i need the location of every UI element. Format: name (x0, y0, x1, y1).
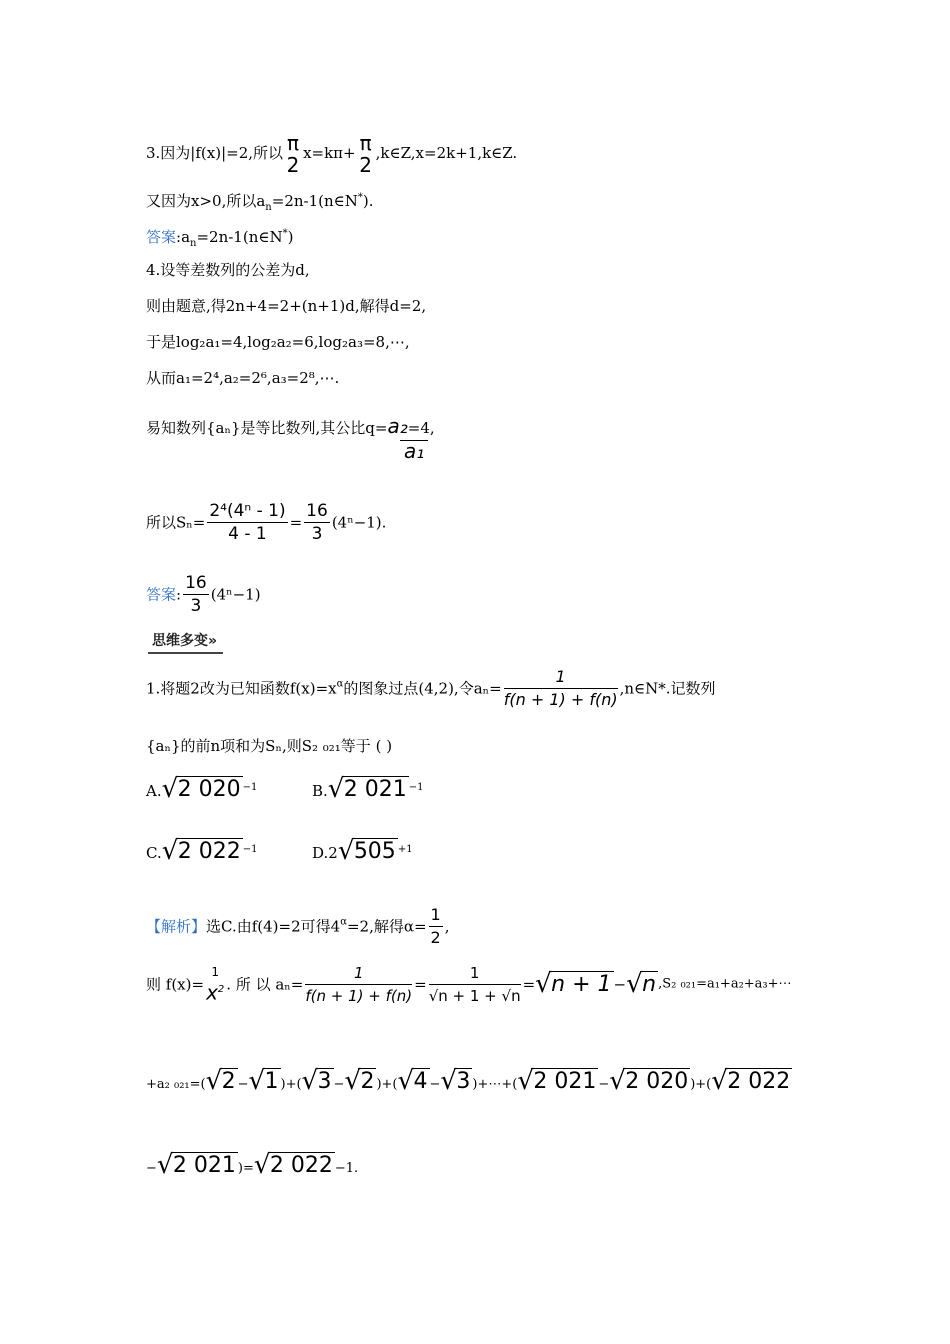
exponent-numerator: 1 (211, 965, 219, 980)
radicand: n + 1 (551, 971, 612, 997)
radicand: 3 (456, 1069, 471, 1094)
question-line-1 (146, 666, 716, 711)
radicand: 2 (221, 1069, 236, 1094)
subscript: n (190, 238, 197, 249)
text: 1.将题2改为已知函数f(x)=x (146, 679, 337, 698)
fraction-16-3 (304, 500, 330, 545)
radicand: 2 020 (177, 777, 241, 802)
text: − (146, 1161, 157, 1176)
power (206, 979, 224, 1004)
fraction-rationalize (429, 962, 521, 1007)
numerator: 16 (185, 573, 207, 593)
tail: −1 (242, 844, 258, 855)
superscript: α (336, 678, 344, 690)
answer-1 (146, 224, 293, 254)
text: =2n-1(n∈N (196, 228, 283, 246)
text: )+( (690, 1077, 712, 1092)
fraction-pi-over-2 (285, 132, 301, 176)
superscript: * (357, 192, 363, 203)
radical-icon: √ (440, 1066, 457, 1096)
line-ratio (146, 416, 435, 438)
radicand: 2 021 (533, 1069, 597, 1094)
text: (4ⁿ−1). (331, 513, 387, 532)
solution-label: 【解析】 (146, 917, 207, 936)
denominator: 3 (311, 524, 323, 544)
base: x (206, 980, 218, 1005)
radicand: 1 (264, 1069, 279, 1094)
text: − (429, 1077, 441, 1092)
numerator: 1 (429, 962, 521, 985)
solution-line-3 (146, 1066, 792, 1096)
radical-icon: √ (626, 968, 643, 999)
numerator: a₂ (387, 414, 408, 438)
ratio-denominator: a₁ (400, 440, 428, 461)
numerator: 1 (504, 666, 618, 689)
fraction-half (429, 904, 443, 949)
radicand: 3 (317, 1069, 332, 1094)
radicand: 2 022 (177, 839, 241, 864)
radical-icon: √ (161, 774, 179, 804)
text: (4ⁿ−1) (210, 585, 261, 604)
subscript: n (265, 202, 272, 213)
radical-icon: √ (156, 1150, 174, 1180)
tail: −1 (408, 782, 424, 793)
text: )+( (376, 1077, 398, 1092)
text: ,n∈N*.记数列 (619, 679, 716, 698)
answer-label: 答案 (146, 585, 177, 604)
fraction-x-half (206, 965, 224, 1004)
option-label: C. (146, 844, 162, 862)
text: x=kπ+ (303, 144, 356, 162)
text: 3.因为|f(x)|=2,所以 (146, 144, 284, 162)
line-sn (146, 500, 386, 545)
answer-label: 答案 (146, 228, 177, 246)
radical-icon: √ (301, 1066, 319, 1096)
text: = (289, 513, 303, 532)
radical-icon: √ (517, 1066, 534, 1096)
sqrt (337, 836, 398, 866)
numerator: 16 (306, 501, 328, 521)
sqrt (248, 1066, 281, 1096)
sqrt (205, 1066, 238, 1096)
sqrt (626, 968, 658, 999)
text: =2,解得α= (346, 917, 427, 936)
radical-icon: √ (205, 1066, 223, 1096)
text: 则 f(x)= (146, 975, 205, 994)
text: ) (287, 228, 294, 246)
text: )= (237, 1161, 254, 1176)
text: = (414, 975, 427, 994)
text: − (598, 1077, 610, 1092)
sqrt (327, 774, 409, 804)
option-label: A. (146, 782, 162, 800)
denominator: √n + 1 + √n (428, 987, 521, 1005)
fraction-pi-over-2 (358, 132, 374, 176)
radicand: 505 (353, 839, 396, 864)
option-label: B. (312, 782, 328, 800)
radical-icon: √ (344, 1066, 362, 1096)
text: − (237, 1077, 249, 1092)
text: 所以Sₙ= (146, 513, 206, 532)
option-label: D.2 (312, 844, 338, 862)
sqrt (161, 836, 243, 866)
fraction-an (305, 962, 412, 1007)
text: 选C.由f(4)=2可得4 (206, 917, 341, 936)
question-line-2: {aₙ}的前n项和为Sₙ,则S₂ ₀₂₁等于 ( ) (146, 737, 393, 755)
line-3-pi (146, 132, 517, 176)
text: :a (176, 228, 191, 246)
radical-icon: √ (248, 1066, 266, 1096)
radicand: 4 (413, 1069, 428, 1094)
sqrt (397, 1066, 430, 1096)
option-d (312, 836, 413, 866)
numerator: π (359, 131, 372, 155)
sqrt (535, 968, 613, 999)
tail: −1 (242, 782, 258, 793)
numerator: π (287, 131, 300, 155)
denominator: 3 (190, 596, 202, 616)
text: 的图象过点(4,2),令aₙ= (343, 679, 502, 698)
numerator: 1 (429, 904, 443, 927)
fraction-sn (207, 500, 287, 545)
radical-icon: √ (327, 774, 345, 804)
sqrt (301, 1066, 334, 1096)
text: ,S₂ ₀₂₁=a₁+a₂+a₃+⋯ (658, 976, 792, 992)
radical-icon: √ (161, 836, 179, 866)
denominator: 4 - 1 (228, 524, 267, 544)
radical-icon: √ (711, 1066, 728, 1096)
fraction-16-3 (183, 572, 209, 617)
solution-line-2 (146, 962, 792, 1007)
line-5: 则由题意,得2n+4=2+(n+1)d,解得d=2, (146, 297, 427, 315)
sqrt (161, 774, 243, 804)
sqrt (253, 1150, 335, 1180)
option-b (312, 774, 424, 804)
text: =4, (407, 419, 435, 437)
sqrt (440, 1066, 472, 1096)
text: − (333, 1077, 345, 1092)
radical-icon: √ (253, 1150, 271, 1180)
denominator: f(n + 1) + f(n) (305, 987, 413, 1005)
radicand: 2 020 (625, 1069, 689, 1094)
tail: +1 (397, 844, 413, 855)
radical-icon: √ (609, 1066, 626, 1096)
section-badge: 思维多变» (148, 630, 223, 654)
numerator: 2⁴(4ⁿ - 1) (209, 501, 286, 521)
denominator: 2 (286, 153, 300, 177)
superscript: α (340, 916, 347, 928)
sqrt (609, 1066, 690, 1096)
text: +a₂ ₀₂₁=( (146, 1077, 206, 1092)
text: . 所 以 aₙ= (226, 975, 304, 994)
superscript: * (282, 228, 288, 239)
sqrt (344, 1066, 376, 1096)
option-c (146, 836, 258, 866)
answer-2 (146, 572, 261, 617)
numerator: 1 (305, 962, 412, 985)
radicand: 2 022 (727, 1069, 791, 1094)
radicand: 2 (360, 1069, 375, 1094)
sqrt (517, 1066, 598, 1096)
radicand: n (642, 971, 657, 997)
denominator: f(n + 1) + f(n) (503, 690, 618, 709)
text: )+( (280, 1077, 302, 1092)
solution-line-1 (146, 904, 450, 949)
fraction-an (504, 666, 618, 711)
text: 又因为x>0,所以a (146, 192, 266, 210)
text: ,k∈Z,x=2k+1,k∈Z. (375, 144, 518, 162)
text: −1. (334, 1161, 359, 1176)
line-4: 4.设等差数列的公差为d, (146, 261, 310, 279)
line-7: 从而a₁=2⁴,a₂=2⁶,a₃=2⁸,⋯. (146, 369, 340, 387)
radicand: 2 021 (172, 1153, 236, 1178)
exponent: 2 (217, 984, 225, 996)
radical-icon: √ (337, 836, 355, 866)
text: =2n-1(n∈N (271, 192, 358, 210)
sqrt (711, 1066, 792, 1096)
line-x-positive (146, 188, 374, 218)
radicand: 2 021 (343, 777, 407, 802)
text: − (613, 975, 627, 994)
radical-icon: √ (397, 1066, 415, 1096)
sqrt (156, 1150, 238, 1180)
line-6: 于是log₂a₁=4,log₂a₂=6,log₂a₃=8,⋯, (146, 333, 410, 351)
solution-line-4 (146, 1150, 359, 1180)
text: )+⋯+( (472, 1077, 518, 1092)
text: : (176, 585, 182, 604)
option-a (146, 774, 258, 804)
radicand: 2 022 (269, 1153, 333, 1178)
text: 易知数列{aₙ}是等比数列,其公比q= (146, 419, 388, 437)
text: , (444, 917, 450, 936)
text: ). (362, 192, 374, 210)
text: = (522, 975, 536, 994)
radical-icon: √ (535, 968, 552, 999)
denominator: 2 (359, 153, 372, 177)
denominator: 2 (430, 928, 441, 947)
